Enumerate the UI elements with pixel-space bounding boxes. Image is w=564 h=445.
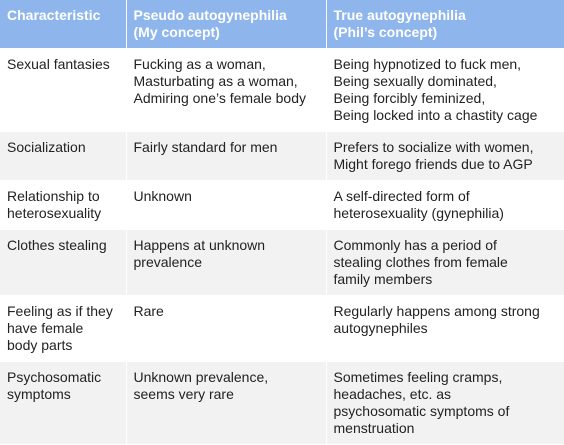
cell-text-line: Happens at unknown: [133, 237, 266, 253]
table-row: [0, 362, 564, 445]
header-pseudo-autogynephilia: Pseudo autogynephilia (My concept): [126, 0, 326, 49]
cell-text-line: Socialization: [7, 139, 86, 155]
cell-text-line: Sometimes feeling cramps,: [333, 369, 503, 385]
cell-pseudo: [126, 181, 326, 230]
cell-text-line: prevalence: [133, 254, 202, 270]
cell-text-line: family members: [333, 271, 433, 287]
cell-text-line: Fairly standard for men: [133, 139, 278, 155]
cell-true: [326, 230, 564, 296]
cell-characteristic: [0, 230, 126, 296]
cell-text-line: Sexual fantasies: [7, 56, 110, 72]
cell-text-line: symptoms: [7, 386, 71, 402]
cell-text-line: Might forego friends due to AGP: [333, 156, 533, 172]
cell-true: [326, 296, 564, 362]
cell-true: [326, 181, 564, 230]
cell-true: [326, 362, 564, 445]
cell-characteristic: [0, 296, 126, 362]
cell-text-line: Unknown prevalence,: [133, 369, 269, 385]
cell-text-line: body parts: [7, 337, 73, 353]
cell-characteristic: [0, 181, 126, 230]
cell-text-line: Masturbating as a woman,: [133, 73, 298, 89]
cell-pseudo: [126, 49, 326, 132]
cell-text-line: psychosomatic symptoms of: [333, 403, 510, 419]
cell-text-line: Unknown: [133, 188, 192, 204]
cell-text-line: Admiring one’s female body: [133, 90, 307, 106]
cell-text-line: Rare: [133, 303, 164, 319]
cell-text-line: Prefers to socialize with women,: [333, 139, 534, 155]
table-row: [0, 132, 564, 181]
cell-text-line: Feeling as if they: [7, 303, 113, 319]
cell-pseudo: [126, 362, 326, 445]
cell-pseudo: [126, 132, 326, 181]
cell-text-line: Relationship to: [7, 188, 100, 204]
cell-text-line: heterosexuality (gynephilia): [333, 205, 504, 221]
cell-characteristic: [0, 132, 126, 181]
cell-text-line: heterosexuality: [7, 205, 102, 221]
cell-text-line: Clothes stealing: [7, 237, 107, 253]
cell-text-line: Being hypnotized to fuck men,: [333, 56, 522, 72]
cell-characteristic: [0, 49, 126, 132]
cell-text-line: have female: [7, 320, 84, 336]
cell-true: [326, 49, 564, 132]
cell-pseudo: [126, 296, 326, 362]
header-row: [0, 0, 564, 49]
cell-text-line: headaches, etc. as: [333, 386, 452, 402]
cell-text-line: autogynephiles: [333, 320, 428, 336]
cell-text-line: Being forcibly feminized,: [333, 90, 486, 106]
cell-text-line: seems very rare: [133, 386, 234, 402]
header-characteristic: Characteristic: [0, 0, 126, 49]
cell-text-line: Regularly happens among strong: [333, 303, 540, 319]
cell-text-line: Commonly has a period of: [333, 237, 497, 253]
cell-pseudo: [126, 230, 326, 296]
cell-text-line: A self-directed form of: [333, 188, 470, 204]
table-row: [0, 230, 564, 296]
cell-text-line: Fucking as a woman,: [133, 56, 266, 72]
cell-characteristic: [0, 362, 126, 445]
cell-text-line: menstruation: [333, 420, 415, 436]
table-row: [0, 296, 564, 362]
cell-text-line: Being locked into a chastity cage: [333, 107, 538, 123]
cell-text-line: Psychosomatic: [7, 369, 102, 385]
cell-text-line: stealing clothes from female: [333, 254, 508, 270]
table-row: [0, 181, 564, 230]
header-true-autogynephilia: True autogynephilia (Phil’s concept): [326, 0, 564, 49]
cell-true: [326, 132, 564, 181]
cell-text-line: Being sexually dominated,: [333, 73, 497, 89]
table-row: [0, 49, 564, 132]
